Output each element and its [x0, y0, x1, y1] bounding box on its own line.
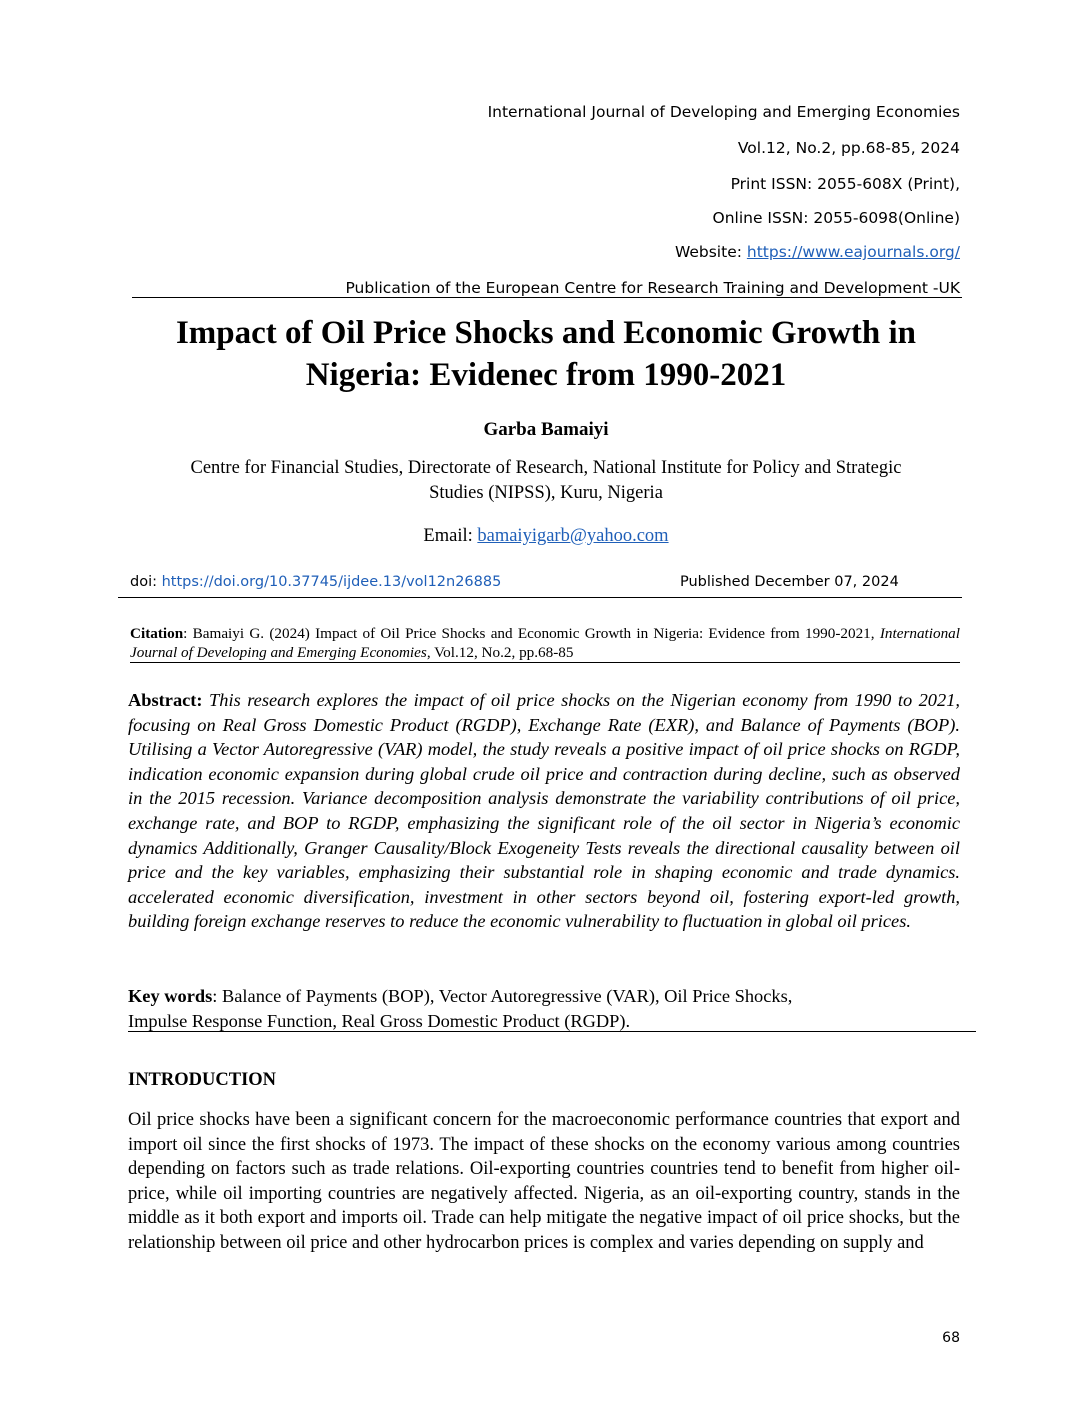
doi-line	[130, 574, 501, 590]
citation-rule	[130, 662, 960, 663]
email-line	[130, 524, 962, 548]
email-label: Email:	[423, 526, 478, 546]
website-link[interactable]: https://www.eajournals.org/	[746, 243, 960, 261]
affiliation-line-1: Centre for Financial Studies, Directorate of Research, National Institute for Policy and Strategic	[190, 458, 902, 478]
citation	[130, 624, 960, 662]
citation-journal: International Journal of Developing and Emerging Economies	[130, 625, 960, 661]
keywords-label: Key words	[128, 986, 213, 1006]
introduction-text: Oil price shocks have been a significant concern for the macroeconomic performance countries that export and import oil since the first shocks of 1973. The impact of these shocks on the economy various among countries depending on factors such as trade relations. Oil-exporting countries countries tend to benefit from higher oil-price, while oil importing countries are negatively affected. Nigeria, as an oil-exporting country, stands in the middle as it both export and imports oil. Trade can help mitigate the negative impact of oil price shocks, but the relationship between oil price and other hydrocarbon prices is complex and varies depending on supply and	[128, 1110, 960, 1253]
keywords-line-1	[128, 984, 968, 1009]
online-issn: Online ISSN: 2055-6098(Online)	[712, 209, 960, 227]
keywords-line-2: Impulse Response Function, Real Gross Domestic Product (RGDP).	[128, 1010, 631, 1031]
page-number: 68	[942, 1330, 960, 1346]
affiliation-line-2: Studies (NIPSS), Kuru, Nigeria	[429, 483, 663, 503]
publisher-line: Publication of the European Centre for Research Training and Development -UK	[345, 279, 960, 297]
website-line	[675, 242, 960, 262]
paper-title	[130, 312, 962, 396]
published-date: Published December 07, 2024	[680, 574, 899, 590]
abstract-text: This research explores the impact of oil price shocks on the Nigerian economy from 1990 to 2021, focusing on Real Gross Domestic Product (RGDP), Exchange Rate (EXR), and Balance of Payments (BOP). Utilising a Vector Autoregressive (VAR) model, the study reveals a positive impact of oil price shocks on RGDP, indication economic expansion during global crude oil price and contraction during decline, such as observed in the 2015 recession. Variance decomposition analysis demonstrate the variability contributions of oil price, exchange rate, and BOP to RGDP, emphasizing the significant role of the oil sector in Nigeria’s economic dynamics Additionally, Granger Causality/Block Exogeneity Tests reveals the directional causality between oil price and the key variables, emphasizing their substantial role in shaping economic and trade dynamics. accelerated economic diversification, investment in other sectors beyond oil, fostering export-led growth, building foreign exchange reserves to reduce the economic vulnerability to fluctuation in global oil prices.	[128, 690, 960, 932]
print-issn: Print ISSN: 2055-608X (Print),	[730, 175, 960, 193]
introduction-heading: INTRODUCTION	[128, 1070, 277, 1090]
email-link[interactable]: bamaiyigarb@yahoo.com	[477, 526, 669, 546]
abstract	[128, 688, 960, 934]
affiliation	[130, 456, 962, 506]
keywords-text-1: : Balance of Payments (BOP), Vector Autoregressive (VAR), Oil Price Shocks,	[212, 986, 793, 1006]
abstract-label: Abstract:	[128, 690, 203, 710]
journal-volume: Vol.12, No.2, pp.68-85, 2024	[737, 139, 960, 157]
title-line-1: Impact of Oil Price Shocks and Economic Growth in	[175, 315, 917, 351]
citation-text-a: : Bamaiyi G. (2024) Impact of Oil Price Shocks and Economic Growth in Nigeria: Evidence from 1990-2021,	[183, 625, 880, 642]
keywords-rule	[128, 1031, 976, 1032]
header-rule	[132, 297, 962, 298]
citation-text-b: , Vol.12, No.2, pp.68-85	[426, 644, 574, 661]
citation-label: Citation	[130, 625, 184, 642]
author-name: Garba Bamaiyi	[483, 419, 609, 440]
keywords	[128, 984, 968, 1033]
doi-label: doi:	[130, 574, 162, 590]
title-line-2: Nigeria: Evidenec from 1990-2021	[305, 357, 787, 393]
doi-rule	[118, 597, 962, 598]
website-label: Website:	[674, 243, 747, 261]
journal-name: International Journal of Developing and Emerging Economies	[487, 103, 960, 121]
doi-link[interactable]: https://doi.org/10.37745/ijdee.13/vol12n26885	[161, 574, 502, 590]
